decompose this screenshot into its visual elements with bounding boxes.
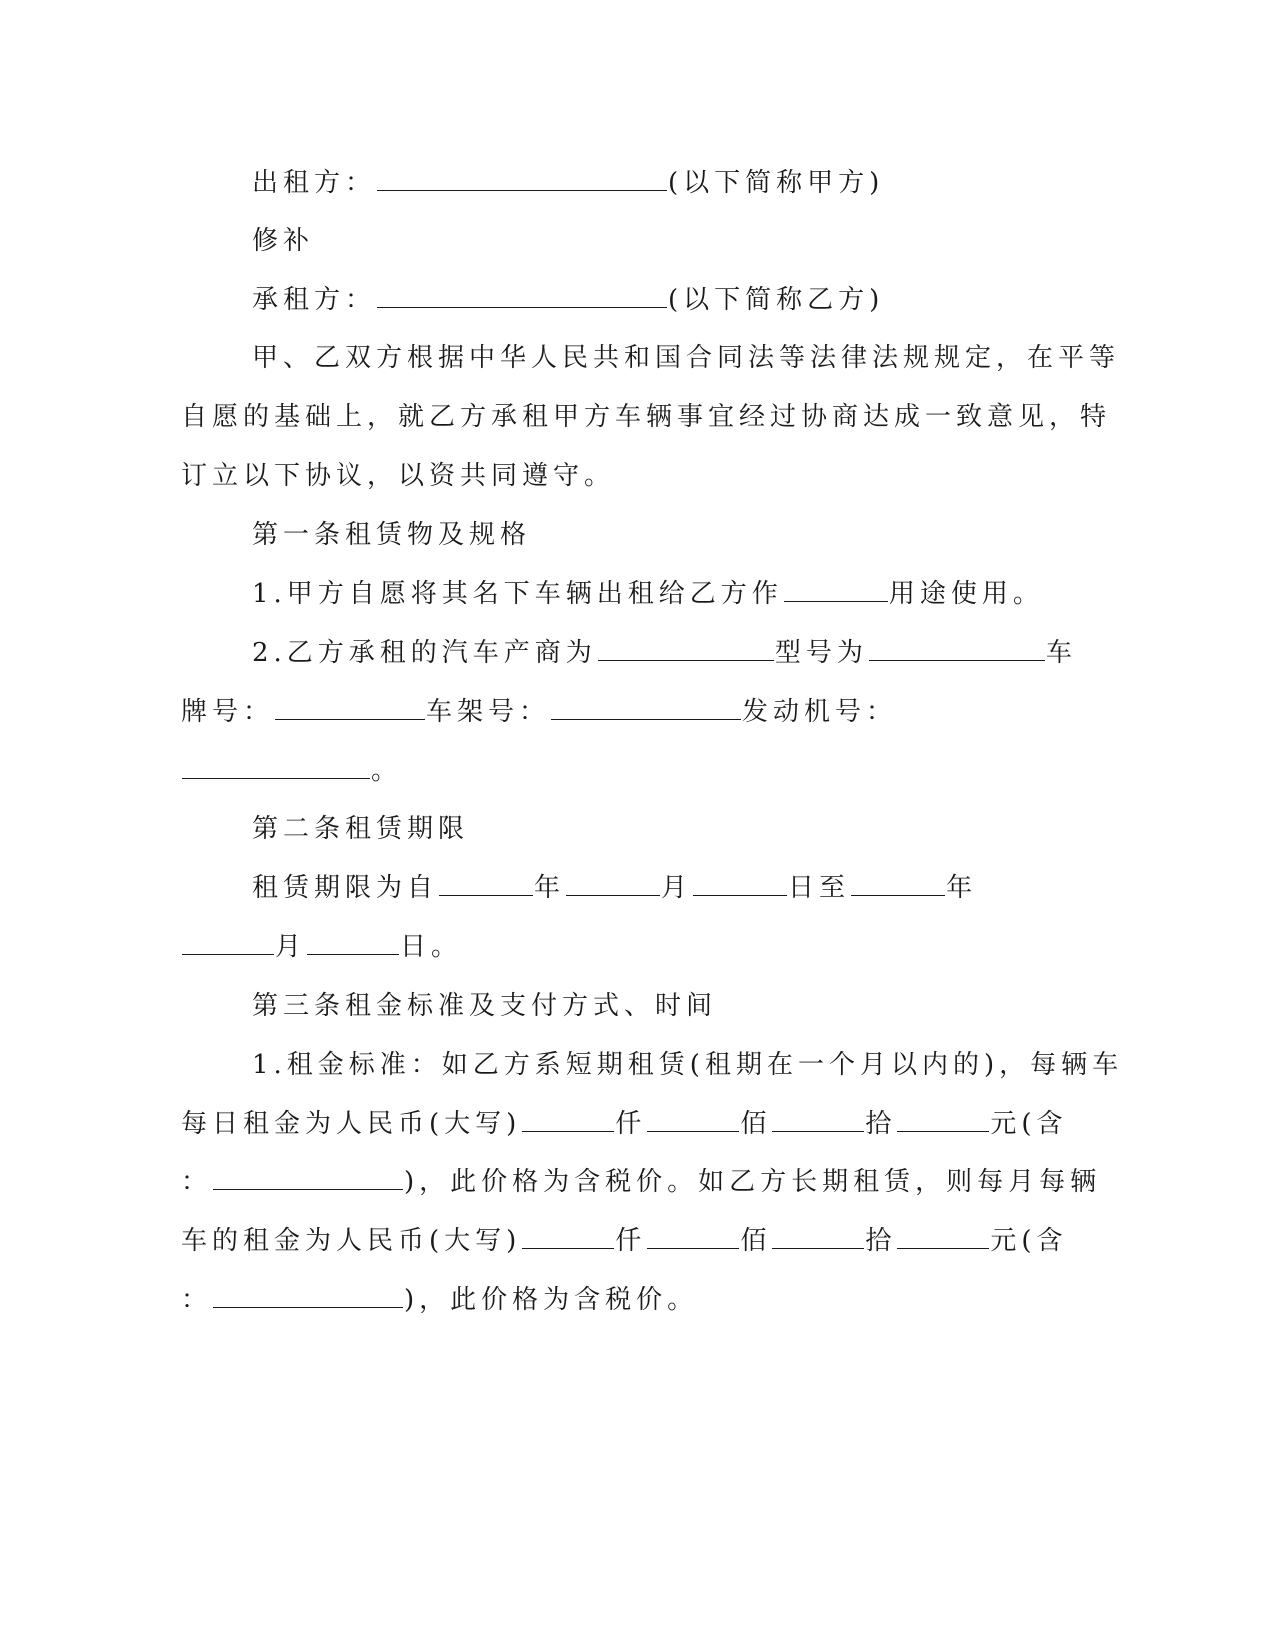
tax-sentence-end: )，此价格为含税价。	[404, 1285, 699, 1315]
colon-label: ：	[181, 1167, 213, 1197]
start-month-blank[interactable]	[566, 873, 660, 896]
end-month-blank[interactable]	[182, 932, 274, 955]
yuan-han-label: 元(含	[990, 1109, 1068, 1139]
item2-text-c: 车	[1045, 638, 1077, 668]
daily-label: 每日租金为人民币(大写)	[181, 1109, 522, 1139]
preamble-text-3: 订立以下协议，以资共同遵守。	[181, 461, 616, 491]
preamble-line-2	[181, 400, 1111, 434]
bai-label-2: 佰	[740, 1226, 772, 1256]
lessee-line	[252, 283, 884, 317]
preamble-line-3	[181, 459, 615, 493]
lessor-blank[interactable]	[377, 168, 667, 191]
year-label: 年	[534, 873, 566, 903]
article2-title	[252, 812, 469, 846]
shi-label: 拾	[865, 1109, 897, 1139]
engine-blank[interactable]	[182, 756, 370, 779]
article1-item2	[252, 636, 1077, 670]
monthly-yuan-blank[interactable]	[897, 1226, 989, 1249]
qian-label-2: 仟	[615, 1226, 647, 1256]
frame-label: 车架号：	[426, 697, 551, 727]
plate-label: 牌号：	[181, 697, 275, 727]
preamble-text-2: 自愿的基础上，就乙方承租甲方车辆事宜经过协商达成一致意见，特	[181, 402, 1112, 432]
preamble-text-1: 甲、乙双方根据中华人民共和国合同法等法律法规规定，在平等	[252, 343, 1121, 373]
day-end-label: 日。	[400, 932, 463, 962]
article1-item2-end	[181, 754, 402, 788]
article3-title-text: 第三条租金标准及支付方式、时间	[252, 991, 718, 1021]
monthly-shi-blank[interactable]	[772, 1226, 864, 1249]
start-year-blank[interactable]	[439, 873, 533, 896]
end-day-blank[interactable]	[307, 932, 399, 955]
article3-title	[252, 989, 717, 1023]
usage-blank[interactable]	[784, 579, 888, 602]
end-mark: 。	[371, 756, 403, 786]
article2-title-text: 第二条租赁期限	[252, 814, 470, 844]
month-label: 月	[661, 873, 693, 903]
yuan-han-label-2: 元(含	[990, 1226, 1068, 1256]
daily-qian-blank[interactable]	[522, 1109, 614, 1132]
article1-title	[252, 518, 531, 552]
lessee-label: 承租方：	[252, 285, 377, 315]
day-to-label: 日至	[788, 873, 851, 903]
qian-label: 仟	[615, 1109, 647, 1139]
article3-std-line1	[252, 1048, 1123, 1082]
note-text: 修补	[252, 226, 315, 256]
monthly-label: 车的租金为人民币(大写)	[181, 1226, 522, 1256]
daily-bai-blank[interactable]	[647, 1109, 739, 1132]
article1-title-text: 第一条租赁物及规格	[252, 520, 532, 550]
lessor-suffix: (以下简称甲方)	[668, 168, 885, 198]
article1-item1	[252, 577, 1044, 611]
monthly-amount-blank[interactable]	[213, 1285, 403, 1308]
colon-label-2: ：	[181, 1285, 213, 1315]
shi-label-2: 拾	[865, 1226, 897, 1256]
daily-yuan-blank[interactable]	[897, 1109, 989, 1132]
model-blank[interactable]	[869, 638, 1045, 661]
preamble-line-1	[252, 341, 1120, 375]
lessor-label: 出租方：	[252, 168, 377, 198]
lessee-blank[interactable]	[377, 285, 667, 308]
monthly-qian-blank[interactable]	[522, 1226, 614, 1249]
end-year-blank[interactable]	[851, 873, 945, 896]
article2-period-cont	[181, 930, 462, 964]
item1-text-b: 用途使用。	[888, 579, 1044, 609]
tax-sentence-long: )，此价格为含税价。如乙方长期租赁，则每月每辆	[404, 1167, 1102, 1197]
start-day-blank[interactable]	[693, 873, 787, 896]
item2-text-b: 型号为	[774, 638, 868, 668]
std-text-1: 1.租金标准：如乙方系短期租赁(租期在一个月以内的)，每辆车	[252, 1050, 1124, 1080]
monthly-bai-blank[interactable]	[647, 1226, 739, 1249]
daily-shi-blank[interactable]	[772, 1109, 864, 1132]
manufacturer-blank[interactable]	[598, 638, 774, 661]
article3-monthly-line	[181, 1224, 1068, 1258]
frame-blank[interactable]	[551, 697, 741, 720]
month2-label: 月	[275, 932, 307, 962]
lessor-line	[252, 166, 884, 200]
plate-blank[interactable]	[275, 697, 425, 720]
item1-text-a: 1.甲方自愿将其名下车辆出租给乙方作	[252, 579, 783, 609]
article2-period	[252, 871, 977, 905]
engine-label: 发动机号：	[742, 697, 898, 727]
note-line	[252, 224, 314, 258]
bai-label: 佰	[740, 1109, 772, 1139]
article1-item2-cont	[181, 695, 897, 729]
lessee-suffix: (以下简称乙方)	[668, 285, 885, 315]
year2-label: 年	[946, 873, 978, 903]
daily-amount-blank[interactable]	[213, 1167, 403, 1190]
article3-daily-line	[181, 1107, 1068, 1141]
item2-text-a: 2.乙方承租的汽车产商为	[252, 638, 597, 668]
article3-monthly-tax-line	[181, 1283, 698, 1317]
article3-daily-tax-line	[181, 1165, 1101, 1199]
period-label: 租赁期限为自	[252, 873, 439, 903]
